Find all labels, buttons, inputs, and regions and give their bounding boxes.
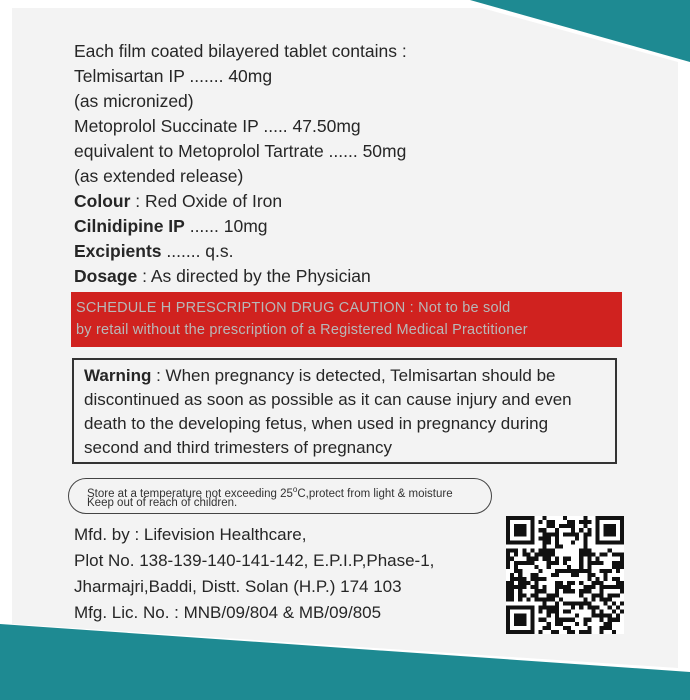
equivalent-line: equivalent to Metoprolol Tartrate ...... 50mg [74, 141, 407, 161]
warning-label: Warning [84, 366, 152, 385]
telmisartan-line: Telmisartan IP ....... 40mg [74, 66, 273, 86]
warning-line-2: discontinued as soon as possible as it can cause injury and even [84, 390, 572, 409]
warning-text-1: : When pregnancy is detected, Telmisartan should be [151, 366, 556, 385]
storage-text-b: C,protect from light & moisture [297, 487, 453, 500]
schedule-line-2: by retail without the prescription of a Registered Medical Practitioner [76, 322, 528, 338]
qr-modules [506, 516, 624, 634]
metoprolol-line: Metoprolol Succinate IP ..... 47.50mg [74, 116, 361, 136]
qr-code-icon [506, 516, 624, 634]
mfd-line-1: Mfd. by : Lifevision Healthcare, [74, 525, 307, 544]
storage-pill [68, 478, 492, 514]
schedule-h-caution-box [71, 292, 622, 347]
micronized-line: (as micronized) [74, 91, 194, 111]
warning-line-4: second and third trimesters of pregnancy [84, 438, 393, 457]
warning-line-1 [84, 365, 556, 387]
excipients-label: Excipients [74, 241, 162, 261]
cilnidipine-line [74, 215, 268, 237]
colour-line [74, 190, 282, 212]
excipients-value: ....... q.s. [161, 241, 234, 261]
cilnidipine-value: ...... 10mg [184, 216, 268, 236]
composition-intro: Each film coated bilayered tablet contains : [74, 41, 407, 61]
mfd-line-4: Mfg. Lic. No. : MNB/09/804 & MB/09/805 [74, 603, 382, 622]
mfd-line-2: Plot No. 138-139-140-141-142, E.P.I.P,Phase-1, [74, 551, 435, 570]
cilnidipine-label: Cilnidipine IP [74, 216, 185, 236]
dosage-value: : As directed by the Physician [137, 266, 371, 286]
qr-code-graphic [506, 516, 624, 634]
excipients-line [74, 240, 234, 262]
colour-value: : Red Oxide of Iron [130, 191, 283, 211]
warning-box [72, 358, 617, 464]
extended-release-line: (as extended release) [74, 166, 244, 186]
degree-sup: o [292, 485, 298, 494]
mfd-line-3: Jharmajri,Baddi, Distt. Solan (H.P.) 174 103 [74, 577, 402, 596]
storage-line-2: Keep out of reach of children. [87, 497, 238, 509]
colour-label: Colour [74, 191, 131, 211]
dosage-label: Dosage [74, 266, 138, 286]
warning-line-3: death to the developing fetus, when used in pregnancy during [84, 414, 549, 433]
schedule-line-1: SCHEDULE H PRESCRIPTION DRUG CAUTION : Not to be sold [76, 300, 511, 316]
dosage-line [74, 265, 371, 287]
storage-text-a: Store at a temperature not exceeding 25 [87, 487, 293, 500]
